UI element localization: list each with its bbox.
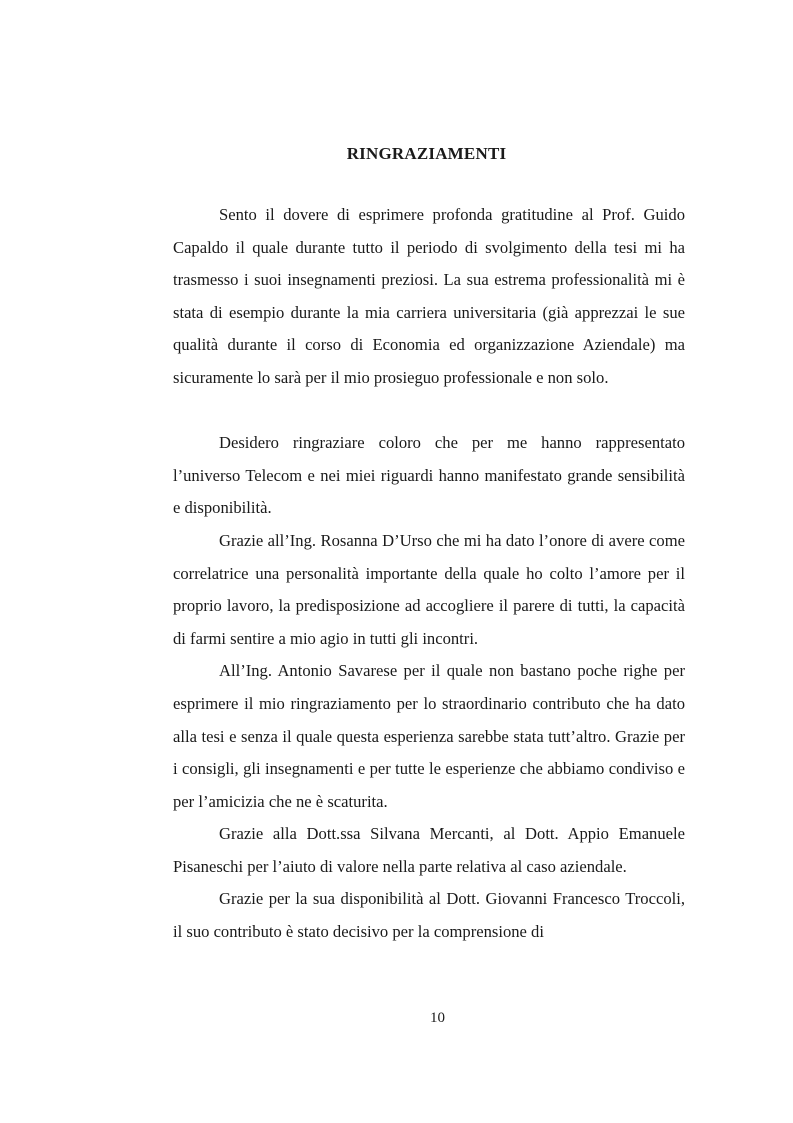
paragraph: Grazie alla Dott.ssa Silvana Mercanti, al Dott. Appio Emanuele Pisaneschi per l’aiuto di valore nella parte relativa al caso aziendale.	[173, 824, 685, 876]
paragraph: Desidero ringraziare coloro che per me hanno rappresentato l’universo Telecom e nei miei riguardi hanno manifestato grande sensibilità e disponibilità.	[173, 433, 685, 518]
paragraph: All’Ing. Antonio Savarese per il quale non bastano poche righe per esprimere il mio ringraziamento per lo straordinario contributo che ha dato alla tesi e senza il quale questa esperienza sarebbe stata tutt’altro. Grazie per i consigli, gli insegnamenti e per tutte le esperienze che abbiamo condiviso e per l’amicizia che ne è scaturita.	[173, 661, 685, 811]
paragraph: Sento il dovere di esprimere profonda gratitudine al Prof. Guido Capaldo il quale durante tutto il periodo di svolgimento della tesi mi ha trasmesso i suoi insegnamenti preziosi. La sua estrema professionalità mi è stata di esempio durante la mia carriera universitaria (già apprezzai le sue qualità durante il corso di Economia ed organizzazione Aziendale) ma sicuramente lo sarà per il mio prosieguo professionale e non solo.	[173, 205, 685, 387]
page-title: RINGRAZIAMENTI	[346, 144, 507, 163]
paragraph: Grazie all’Ing. Rosanna D’Urso che mi ha dato l’onore di avere come correlatrice una personalità importante della quale ho colto l’amore per il proprio lavoro, la predisposizione ad accogliere il parere di tutti, la capacità di farmi sentire a mio agio in tutti gli incontri.	[173, 530, 685, 648]
paragraph: Grazie per la sua disponibilità al Dott. Giovanni Francesco Troccoli, il suo contributo è stato decisivo per la comprensione di	[173, 889, 685, 942]
body-text	[173, 199, 685, 949]
page-number: 10	[430, 1010, 445, 1026]
